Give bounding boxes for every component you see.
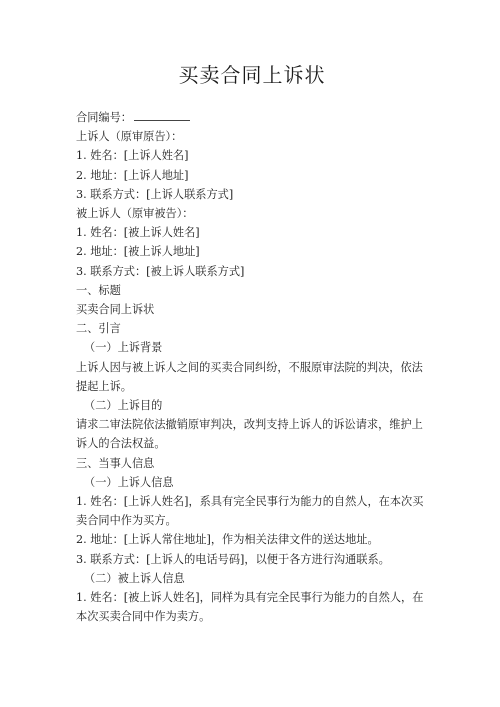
appellant-address: 2. 地址：[上诉人地址] xyxy=(76,168,189,182)
section-1-heading: 一、标题 xyxy=(76,283,121,297)
appellant-heading: 上诉人（原审原告）： xyxy=(76,130,183,144)
section-3-sub-2-item-1: 1. 姓名：[被上诉人姓名]，同样为具有完全民事行为能力的自然人，在本次买卖合同中作为卖方。 xyxy=(76,591,424,624)
section-3-sub-1-item-2: 2. 地址：[上诉人常住地址]，作为相关法律文件的送达地址。 xyxy=(76,533,379,547)
document-body xyxy=(76,108,428,626)
appellee-heading: 被上诉人（原审被告）： xyxy=(76,207,194,221)
section-2-sub-1-heading: （一）上诉背景 xyxy=(84,341,163,355)
appellant-contact: 3. 联系方式：[上诉人联系方式] xyxy=(76,187,234,201)
section-3-sub-1-item-3: 3. 联系方式：[上诉人的电话号码]，以便于各方进行沟通联系。 xyxy=(76,552,390,566)
section-3-sub-2-heading: （二）被上诉人信息 xyxy=(84,571,185,585)
section-3-sub-1-heading: （一）上诉人信息 xyxy=(84,475,174,489)
contract-number-label: 合同编号： xyxy=(76,111,132,124)
appellant-name: 1. 姓名：[上诉人姓名] xyxy=(76,149,189,163)
contract-number-blank xyxy=(134,108,190,121)
appellee-name: 1. 姓名：[被上诉人姓名] xyxy=(76,226,200,240)
section-2-sub-2-heading: （二）上诉目的 xyxy=(84,399,163,413)
section-3-sub-1-item-1: 1. 姓名：[上诉人姓名]，系具有完全民事行为能力的自然人，在本次买卖合同中作为买方。 xyxy=(76,495,424,528)
contract-number-line xyxy=(76,108,428,127)
appellee-address: 2. 地址：[被上诉人地址] xyxy=(76,245,200,259)
section-3-heading: 三、当事人信息 xyxy=(76,456,155,470)
section-1-text: 买卖合同上诉状 xyxy=(76,303,155,317)
appellee-contact: 3. 联系方式：[被上诉人联系方式] xyxy=(76,264,245,278)
section-2-sub-2-text: 请求二审法院依法撤销原审判决，改判支持上诉人的诉讼请求，维护上诉人的合法权益。 xyxy=(76,418,423,451)
section-2-sub-1-text: 上诉人因与被上诉人之间的买卖合同纠纷，不服原审法院的判决，依法提起上诉。 xyxy=(76,360,423,393)
section-2-heading: 二、引言 xyxy=(76,322,121,336)
document-title: 买卖合同上诉状 xyxy=(178,63,326,87)
